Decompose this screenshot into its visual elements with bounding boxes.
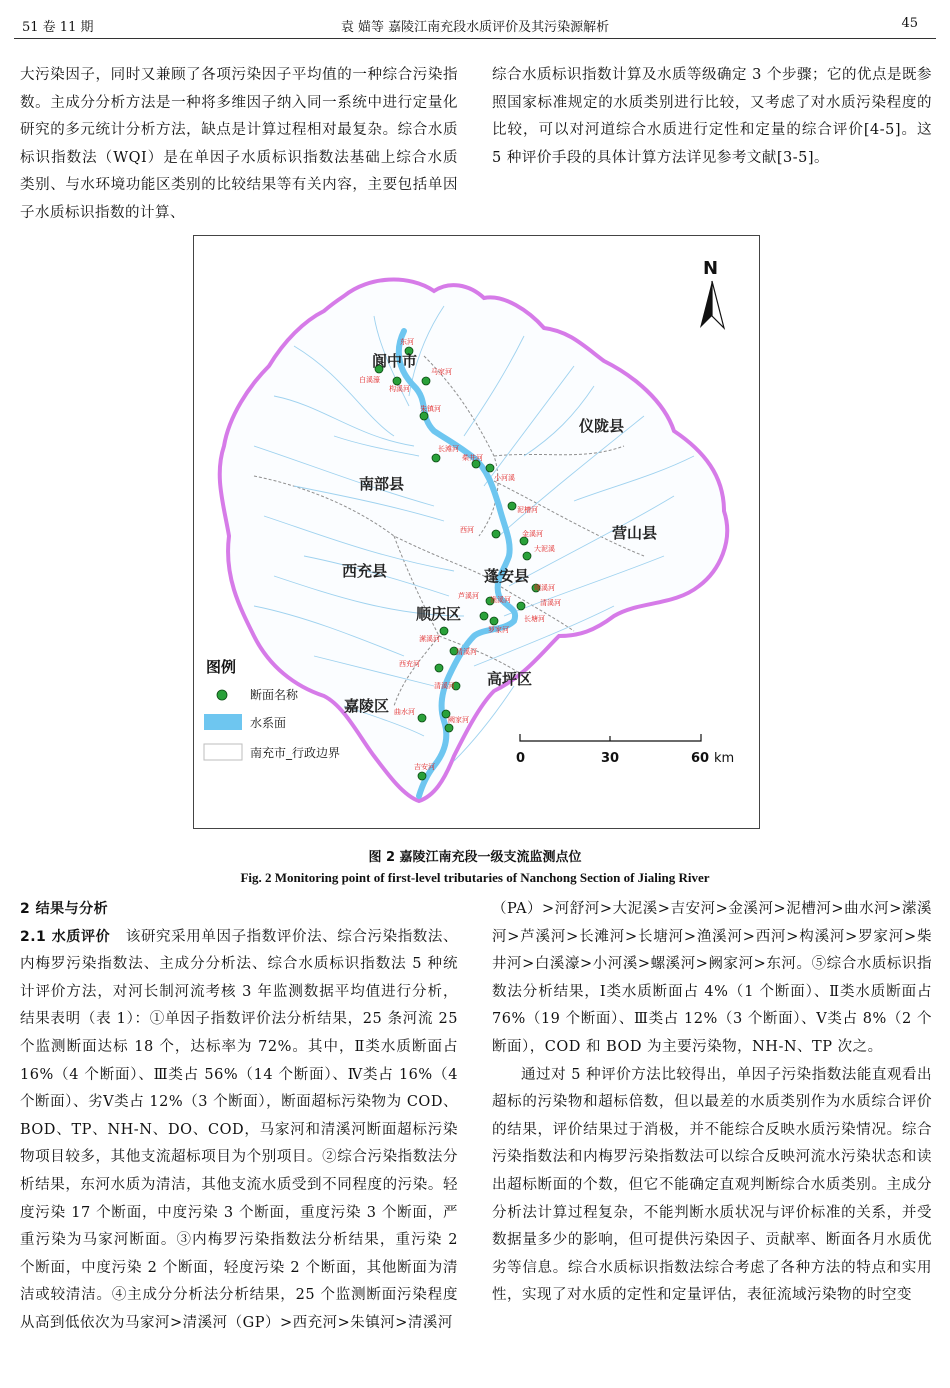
county-label: 西充县 — [342, 562, 388, 580]
bottom-right-column — [492, 896, 932, 1310]
station — [480, 612, 488, 620]
station-label: 大泥溪 — [534, 545, 555, 553]
station-label: 清溪河 — [434, 682, 455, 690]
county-label: 南部县 — [359, 475, 405, 493]
county-label: 嘉陵区 — [344, 697, 390, 715]
legend-title: 图例 — [206, 658, 237, 676]
station-label: 渔溪河 — [490, 596, 511, 604]
station-label: 螺溪河 — [534, 584, 555, 592]
station-label: 白溪濠 — [359, 376, 380, 384]
top-left-paragraph: 大污染因子，同时又兼顾了各项污染因子平均值的一种综合污染指数。主成分分析方法是一种将多维因子纳入同一系统中进行定量化研究的多元统计分析方法，缺点是计算过程相对最复杂。综合水质标识指数法（WQI）是在单因子水质标识指数法基础上综合水质类别、与水环境功能区类别的比较结果等有关内容，主要包括单因子水质标识指数的计算、 — [20, 67, 458, 221]
map-svg — [194, 236, 759, 828]
running-title: 袁 媌等 嘉陵江南充段水质评价及其污染源解析 — [340, 20, 610, 35]
station-label: 小河溪 — [494, 474, 515, 482]
legend-water-icon — [204, 714, 242, 730]
station-label: 芦溪河 — [458, 592, 479, 600]
running-header — [14, 12, 936, 34]
station — [517, 602, 525, 610]
station — [508, 502, 516, 510]
county-label: 营山县 — [612, 524, 658, 542]
county-label: 仪陇县 — [579, 417, 625, 435]
legend-boundary-icon — [204, 744, 242, 760]
station — [418, 772, 426, 780]
figure-caption-en: Fig. 2 Monitoring point of first-level tributaries of Nanchong Section of Jialing River — [240, 870, 710, 885]
bottom-left-column — [20, 896, 458, 1338]
station — [440, 627, 448, 635]
county-label: 高坪区 — [487, 670, 533, 688]
station — [432, 454, 440, 462]
map-figure — [193, 235, 760, 829]
station-label: 马家河 — [431, 368, 452, 376]
station — [422, 377, 430, 385]
station-label: 吉安河 — [414, 763, 435, 771]
scale-tick-60: 60 — [691, 751, 710, 766]
station — [418, 714, 426, 722]
station-label: 长滩河 — [438, 445, 459, 453]
station-label: 长塘河 — [524, 615, 545, 623]
station-label: 曲水河 — [394, 708, 415, 716]
figure-caption-cn: 图 2 嘉陵江南充段一级支流监测点位 — [368, 850, 582, 865]
station — [420, 412, 428, 420]
station — [435, 664, 443, 672]
header-rule — [14, 38, 936, 39]
north-label: N — [703, 258, 719, 279]
top-left-column — [20, 62, 458, 228]
county-label: 顺庆区 — [416, 605, 462, 623]
station — [486, 464, 494, 472]
legend-water-label: 水系面 — [250, 716, 287, 730]
station-label: 泥槽河 — [517, 506, 538, 514]
station-label: 西河 — [460, 526, 474, 534]
continued-paragraph: （PA）>河舒河>大泥溪>吉安河>金溪河>泥槽河>曲水河>潆溪河>芦溪河>长滩河>长塘河>渔溪河>西河>构溪河>罗家河>柴井河>白溪濠>小河溪>螺溪河>阙家河>东河。⑤综合水质标识指数法分析结果，Ⅰ类水质断面占 4%（1 个断面）、Ⅱ类水质断面占 76%（19 个断面）、Ⅲ类占 12%（3 个断面）、Ⅴ类占 8%（2 个断面），COD 和 BOD 为主要污染物，NH-N、TP 次之。 — [492, 901, 932, 1055]
station — [492, 530, 500, 538]
top-right-column — [492, 62, 932, 172]
north-arrow — [700, 258, 724, 328]
county-label: 阆中市 — [372, 352, 418, 370]
station — [445, 724, 453, 732]
subsection-text: 该研究采用单因子指数评价法、综合污染指数法、内梅罗污染指数法、主成分分析法、综合水质标识指数法 5 种统计评价方法，对河长制河流考核 3 年监测数据平均值进行分析，结果表明（表 1）：①单因子指数评价法分析结果，25 条河流 25 个监测断面达标 18 个，达标率为 72%。其中，Ⅱ类水质断面占 16%（4 个断面）、Ⅲ类占 56%（14 个断面）、Ⅳ类占 16%（4 个断面）、劣Ⅴ类占 12%（3 个断面），断面超标污染物为 COD、BOD、TP、NH-N、DO、COD，马家河和清溪河断面超标污染物项目较多，其他支流超标项目为个别项目。②综合污染指数法分析结果，东河水质为清洁，其他支流水质受到不同程度的污染。轻度污染 17 个断面，中度污染 3 个断面，重度污染 3 个断面，严重污染为马家河断面。③内梅罗污染指数法分析结果，重污染 2 个断面，中度污染 2 个断面，轻度污染 2 个断面，其他断面为清洁或较清洁。④主成分分析法分析结果，25 个监测断面污染程度从高到低依次为马家河>清溪河（GP）>西充河>朱镇河>清溪河 — [20, 928, 459, 1331]
volume-issue: 51 卷 11 期 — [22, 20, 94, 35]
station — [393, 377, 401, 385]
station — [490, 617, 498, 625]
station-label: 金溪河 — [522, 530, 543, 538]
county-label: 蓬安县 — [484, 567, 530, 585]
scale-bar — [516, 734, 734, 766]
section-2-1-paragraph — [20, 924, 458, 1338]
station-label: 构溪河 — [389, 385, 410, 393]
scale-tick-0: 0 — [516, 751, 526, 766]
page-number: 45 — [901, 16, 918, 31]
comparison-paragraph: 通过对 5 种评价方法比较得出，单因子污染指数法能直观看出超标的污染物和超标倍数，但以最差的水质类别作为水质综合评价的结果，评价结果过于消极，并不能综合反映水质污染情况。综合污染指数法和内梅罗污染指数法可以综合反映河流水污染状态和读出超标断面的个数，但它不能确定直观判断综合水质类别。主成分分析法计算过程复杂，不能判断水质状况与评价标准的关系，并受数据量多少的影响，但可提供污染因子、贡献率、断面各月水质优劣等信息。综合水质标识指数法综合考虑了各种方法的特点和实用性，实现了对水质的定性和定量评估，表征流域污染物的时空变 — [492, 1066, 932, 1304]
north-arrow-icon — [700, 281, 712, 328]
station — [523, 552, 531, 560]
station-label: 东河 — [400, 338, 414, 346]
section-heading: 2 结果与分析 — [20, 901, 109, 917]
station-label: 西充河 — [399, 660, 420, 668]
station-label: 潆溪河 — [419, 635, 440, 643]
subsection-heading: 2.1 水质评价 — [20, 928, 111, 945]
station — [520, 537, 528, 545]
station-label: 阙家河 — [448, 716, 469, 724]
legend-station-icon — [217, 690, 227, 700]
legend-station-label: 断面名称 — [250, 688, 299, 702]
top-right-paragraph: 综合水质标识指数计算及水质等级确定 3 个步骤；它的优点是既参照国家标准规定的水质类别进行比较，又考虑了对水质污染程度的比较，可以对河道综合水质进行定性和定量的综合评价[4-5]。这 5 种评价手段的具体计算方法详见参考文献[3-5]。 — [492, 67, 932, 166]
scale-unit: km — [714, 751, 735, 766]
station-label: 清溪河 — [540, 599, 561, 607]
legend-boundary-label: 南充市_行政边界 — [250, 746, 341, 760]
station-label: 朱镇河 — [420, 405, 441, 413]
station-label: 罗家河 — [488, 626, 509, 634]
station-label: 柴井河 — [462, 454, 483, 462]
station-label: 清溪河 — [456, 648, 477, 656]
scale-tick-30: 30 — [601, 751, 620, 766]
